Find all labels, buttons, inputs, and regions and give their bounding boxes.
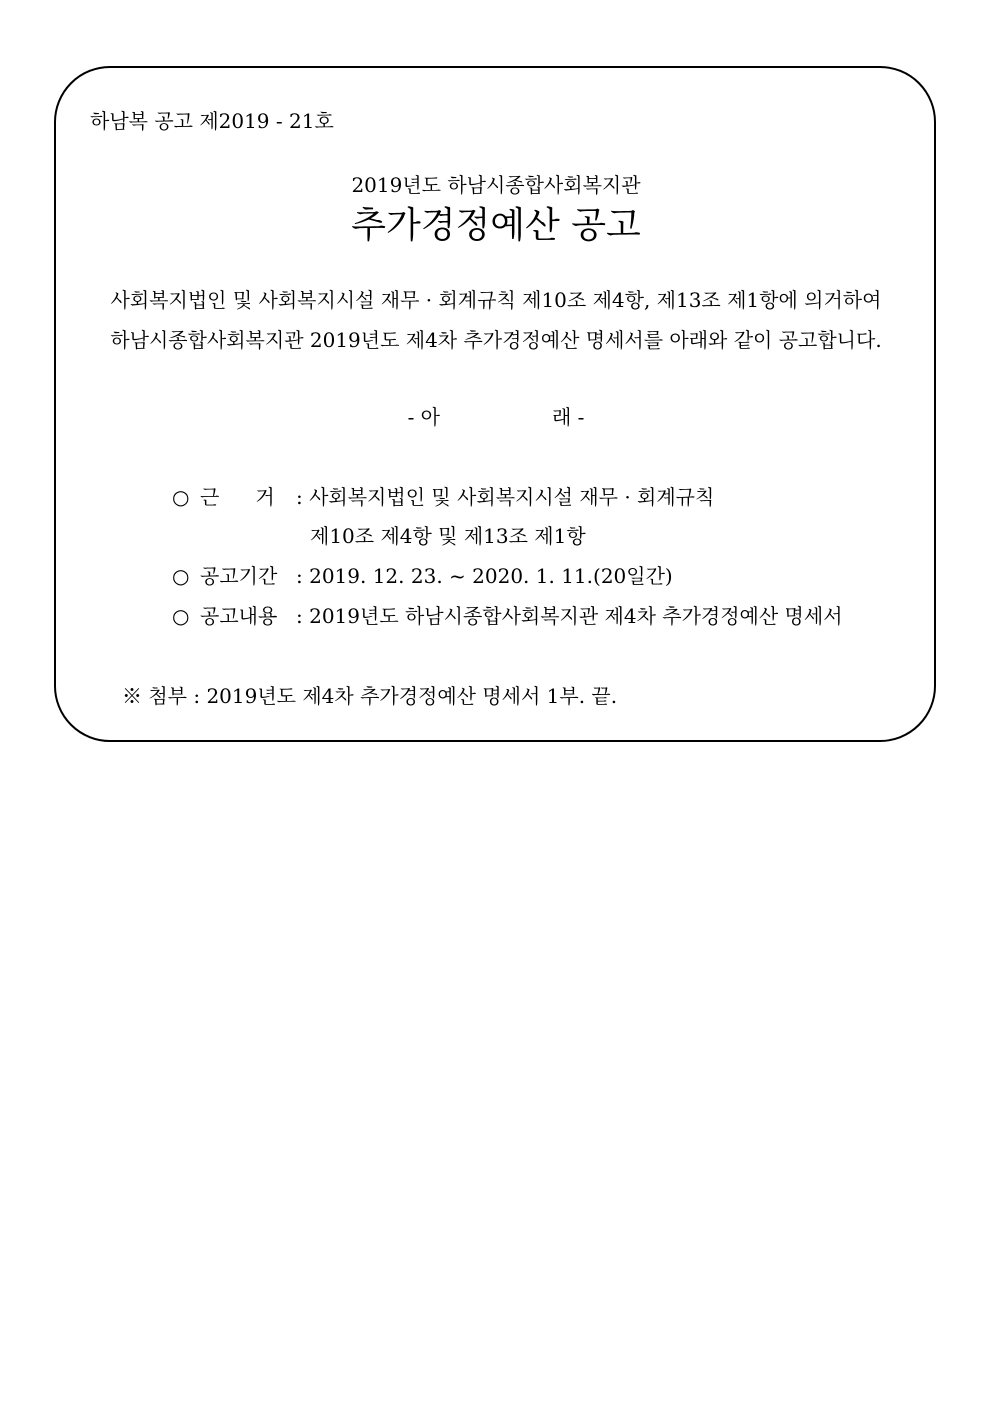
document-number: 하남복 공고 제2019 - 21호	[90, 109, 334, 133]
below-heading-left: - 아	[407, 405, 440, 429]
intro-text-line-1: 사회복지법인 및 사회복지시설 재무 · 회계규칙 제10조 제4항, 제13조 제1항에 의거하여	[110, 288, 882, 312]
item-period-value: : 2019. 12. 23. ~ 2020. 1. 11.(20일간)	[296, 564, 673, 588]
below-heading-right: 래 -	[552, 405, 585, 429]
notice-subtitle: 2019년도 하남시종합사회복지관	[351, 173, 641, 197]
item-basis-value: : 사회복지법인 및 사회복지시설 재무 · 회계규칙	[296, 485, 715, 509]
item-content-value: : 2019년도 하남시종합사회복지관 제4차 추가경정예산 명세서	[296, 604, 843, 628]
bullet-icon: ○	[172, 485, 190, 509]
item-basis	[172, 481, 714, 510]
bullet-icon: ○	[172, 564, 190, 588]
item-basis-continuation: 제10조 제4항 및 제13조 제1항	[310, 524, 586, 548]
item-basis-label-2: 거	[255, 485, 275, 509]
bullet-icon: ○	[172, 604, 190, 628]
attachment-note: ※ 첨부 : 2019년도 제4차 추가경정예산 명세서 1부. 끝.	[122, 684, 618, 708]
intro-text-line-2: 하남시종합사회복지관 2019년도 제4차 추가경정예산 명세서를 아래와 같이 공고합니다.	[110, 328, 882, 352]
item-period-label: 공고기간	[200, 564, 278, 588]
notice-title: 추가경정예산 공고	[351, 205, 641, 246]
below-heading	[0, 401, 992, 430]
item-content	[172, 600, 843, 629]
item-content-label: 공고내용	[200, 604, 278, 628]
item-period	[172, 560, 673, 589]
item-basis-label	[200, 481, 296, 510]
item-basis-label-1: 근	[200, 485, 220, 509]
